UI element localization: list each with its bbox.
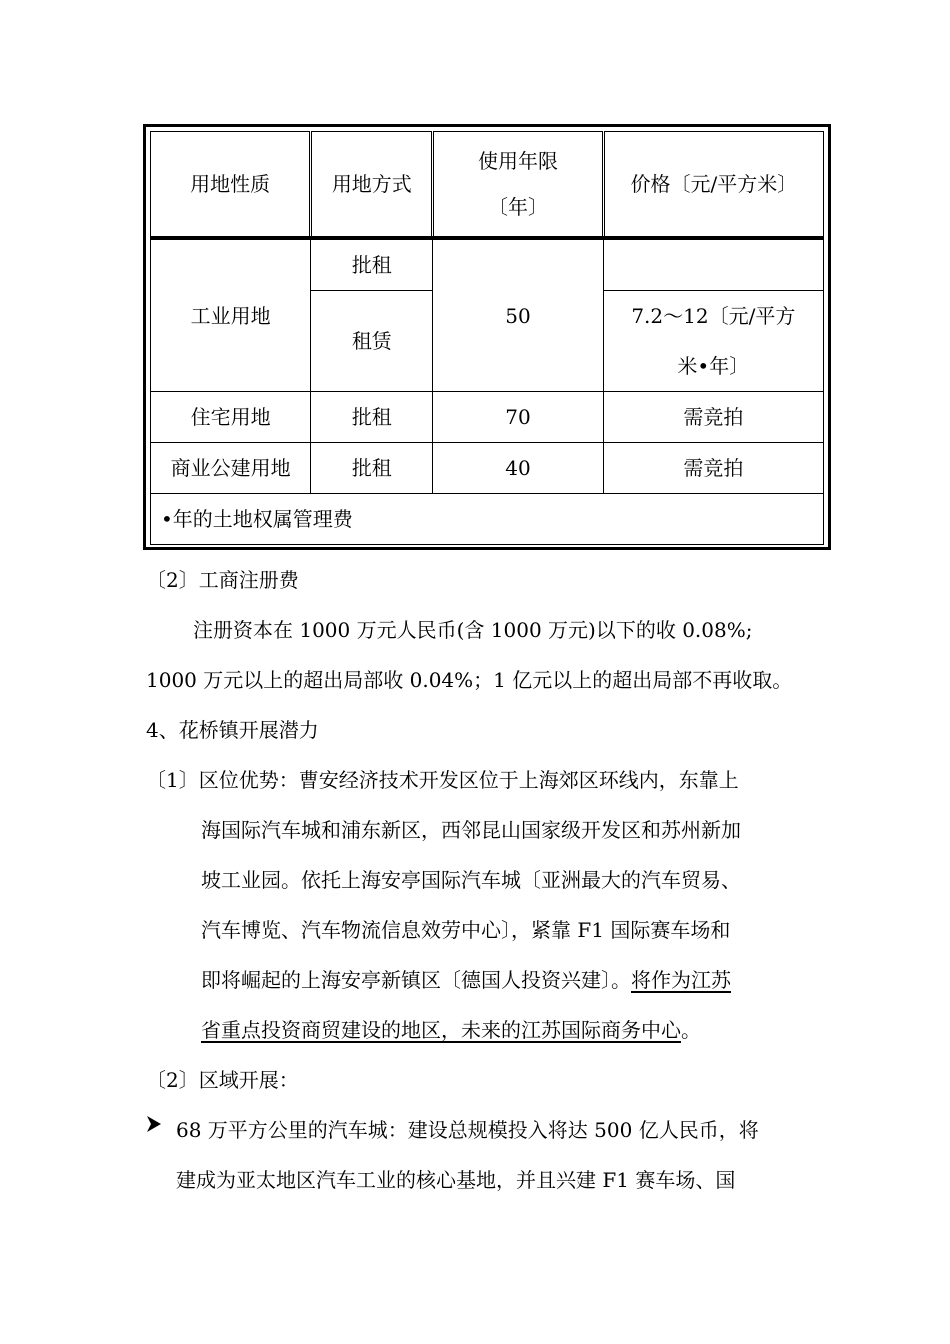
paragraph-line: 汽车博览、汽车物流信息效劳中心〕，紧靠 F1 国际赛车场和 (201, 918, 731, 942)
cell-industrial-years: 50 (433, 238, 603, 392)
table-row (151, 443, 824, 494)
cell-industrial-type: 工业用地 (151, 238, 311, 392)
bullet-line: 68 万平方公里的汽车城：建设总规模投入将达 500 亿人民币，将 (176, 1118, 759, 1142)
header-land-method: 用地方式 (311, 132, 433, 239)
table-note: •年的土地权属管理费 (151, 494, 824, 545)
paragraph-text: 。 (681, 1018, 701, 1042)
table-row (151, 392, 824, 443)
cell-commercial-years: 40 (433, 443, 603, 494)
section-heading-regional-development: 〔2〕区域开展： (146, 1068, 299, 1092)
cell-commercial-method: 批租 (311, 443, 433, 494)
table-row (151, 238, 824, 291)
paragraph-text: 即将崛起的上海安亭新镇区〔德国人投资兴建〕。 (201, 968, 631, 992)
paragraph-line: 1000 万元以上的超出局部收 0.04%；1 亿元以上的超出局部不再收取。 (146, 668, 793, 692)
cell-commercial-price: 需竞拍 (603, 443, 823, 494)
section-heading-development-potential: 4、花桥镇开展潜力 (146, 718, 319, 742)
paragraph-line: 坡工业园。依托上海安亭国际汽车城〔亚洲最大的汽车贸易、 (201, 868, 741, 892)
cell-residential-type: 住宅用地 (151, 392, 311, 443)
cell-industrial-method2: 租赁 (311, 291, 433, 392)
header-price: 价格〔元/平方米〕 (603, 132, 823, 239)
cell-industrial-method1: 批租 (311, 238, 433, 291)
underlined-text: 省重点投资商贸建设的地区，未来的江苏国际商务中心 (201, 1018, 681, 1042)
cell-commercial-type: 商业公建用地 (151, 443, 311, 494)
paragraph-line: 海国际汽车城和浦东新区，西邻昆山国家级开发区和苏州新加 (201, 818, 741, 842)
underlined-text: 将作为江苏 (631, 968, 731, 992)
cell-residential-years: 70 (433, 392, 603, 443)
cell-industrial-price-line2: 米•年〕 (677, 354, 750, 378)
paragraph-line (201, 1014, 701, 1043)
cell-residential-price: 需竞拍 (603, 392, 823, 443)
table-header-row (151, 132, 824, 239)
header-use-years-unit: 〔年〕 (488, 195, 549, 219)
paragraph-line (201, 964, 731, 993)
header-use-years (433, 132, 603, 239)
arrow-bullet-icon (146, 1114, 162, 1139)
header-use-years-label: 使用年限 (478, 149, 559, 173)
paragraph-line: 〔1〕区位优势：曹安经济技术开发区位于上海郊区环线内，东靠上 (146, 768, 739, 792)
section-heading-registration-fee: 〔2〕工商注册费 (146, 568, 299, 592)
land-fee-table (143, 124, 831, 550)
table-row (151, 494, 824, 545)
cell-industrial-price (603, 291, 823, 392)
cell-residential-method: 批租 (311, 392, 433, 443)
bullet-line: 建成为亚太地区汽车工业的核心基地，并且兴建 F1 赛车场、国 (176, 1168, 736, 1192)
cell-industrial-price-line1: 7.2～12〔元/平方 (631, 304, 796, 328)
paragraph-line: 注册资本在 1000 万元人民币(含 1000 万元)以下的收 0.08%; (193, 618, 753, 642)
cell-industrial-price-empty (603, 238, 823, 291)
header-land-type: 用地性质 (151, 132, 311, 239)
